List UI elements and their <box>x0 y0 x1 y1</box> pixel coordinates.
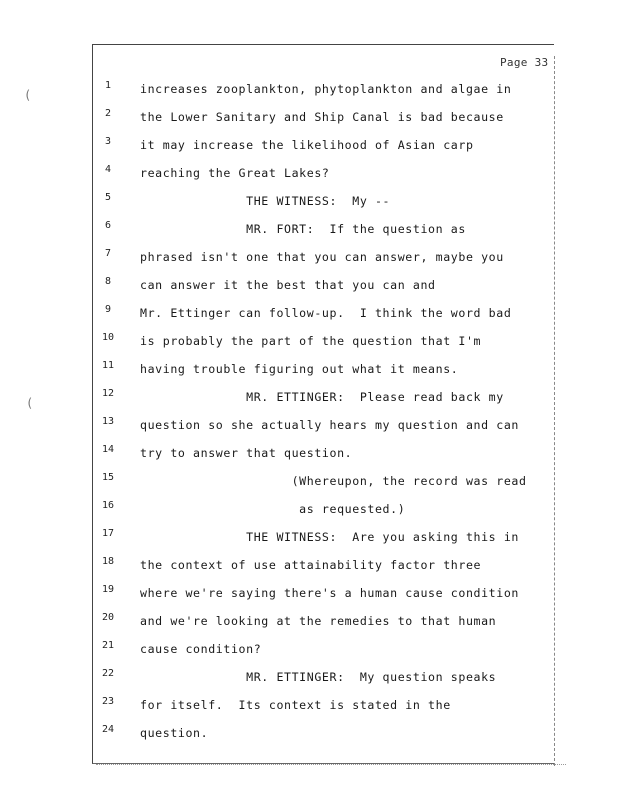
transcript-line <box>0 248 618 270</box>
line-text: as requested.) <box>140 502 406 516</box>
transcript-line <box>0 220 618 242</box>
line-text: question so she actually hears my question and can <box>140 418 520 432</box>
line-number: 14 <box>101 444 115 455</box>
transcript-line <box>0 668 618 690</box>
line-number: 8 <box>104 276 112 287</box>
line-text: where we're saying there's a human cause condition <box>140 586 520 600</box>
transcript-line <box>0 80 618 102</box>
line-number: 7 <box>104 248 112 259</box>
line-text: the Lower Sanitary and Ship Canal is bad because <box>140 110 504 124</box>
line-text: THE WITNESS: Are you asking this in <box>140 530 520 544</box>
line-number: 22 <box>101 668 115 679</box>
transcript-line <box>0 584 618 606</box>
transcript-line <box>0 360 618 382</box>
transcript-line <box>0 192 618 214</box>
line-number: 13 <box>101 416 115 427</box>
line-number: 23 <box>101 696 115 707</box>
transcript-line <box>0 164 618 186</box>
line-text: is probably the part of the question that I'm <box>140 334 482 348</box>
page-number: Page 33 <box>500 56 549 69</box>
line-text: increases zooplankton, phytoplankton and algae in <box>140 82 512 96</box>
bottom-scan-line <box>96 764 566 768</box>
line-text: phrased isn't one that you can answer, maybe you <box>140 250 504 264</box>
transcript-line <box>0 500 618 522</box>
transcript-line <box>0 388 618 410</box>
line-text: THE WITNESS: My -- <box>140 194 391 208</box>
line-text: can answer it the best that you can and <box>140 278 436 292</box>
transcript-line <box>0 136 618 158</box>
line-text: Mr. Ettinger can follow-up. I think the word bad <box>140 306 512 320</box>
transcript-line <box>0 528 618 550</box>
line-number: 12 <box>101 388 115 399</box>
transcript-line <box>0 332 618 354</box>
line-number: 16 <box>101 500 115 511</box>
transcript-line <box>0 724 618 746</box>
line-text: it may increase the likelihood of Asian carp <box>140 138 474 152</box>
line-text: MR. ETTINGER: My question speaks <box>140 670 497 684</box>
line-text: (Whereupon, the record was read <box>140 474 527 488</box>
left-margin-mark: ( <box>24 88 32 102</box>
line-text: having trouble figuring out what it means. <box>140 362 459 376</box>
transcript-line <box>0 696 618 718</box>
line-text: for itself. Its context is stated in the <box>140 698 451 712</box>
line-number: 19 <box>101 584 115 595</box>
line-number: 15 <box>101 472 115 483</box>
line-text: try to answer that question. <box>140 446 353 460</box>
transcript-line <box>0 444 618 466</box>
transcript-line <box>0 640 618 662</box>
line-number: 3 <box>104 136 112 147</box>
line-text: reaching the Great Lakes? <box>140 166 330 180</box>
left-margin-mark: ( <box>26 396 34 410</box>
line-number: 24 <box>101 724 115 735</box>
line-number: 6 <box>104 220 112 231</box>
line-number: 1 <box>104 80 112 91</box>
line-number: 10 <box>101 332 115 343</box>
transcript-line <box>0 304 618 326</box>
line-text: MR. FORT: If the question as <box>140 222 466 236</box>
line-number: 11 <box>101 360 115 371</box>
transcript-line <box>0 108 618 130</box>
transcript-line <box>0 472 618 494</box>
line-number: 17 <box>101 528 115 539</box>
line-text: MR. ETTINGER: Please read back my <box>140 390 504 404</box>
line-number: 5 <box>104 192 112 203</box>
line-text: the context of use attainability factor three <box>140 558 482 572</box>
line-number: 2 <box>104 108 112 119</box>
line-number: 4 <box>104 164 112 175</box>
transcript-line <box>0 612 618 634</box>
line-number: 18 <box>101 556 115 567</box>
transcript-line <box>0 556 618 578</box>
line-number: 21 <box>101 640 115 651</box>
line-text: and we're looking at the remedies to that human <box>140 614 497 628</box>
transcript-line <box>0 416 618 438</box>
line-text: question. <box>140 726 209 740</box>
line-number: 9 <box>104 304 112 315</box>
line-text: cause condition? <box>140 642 262 656</box>
line-number: 20 <box>101 612 115 623</box>
transcript-line <box>0 276 618 298</box>
